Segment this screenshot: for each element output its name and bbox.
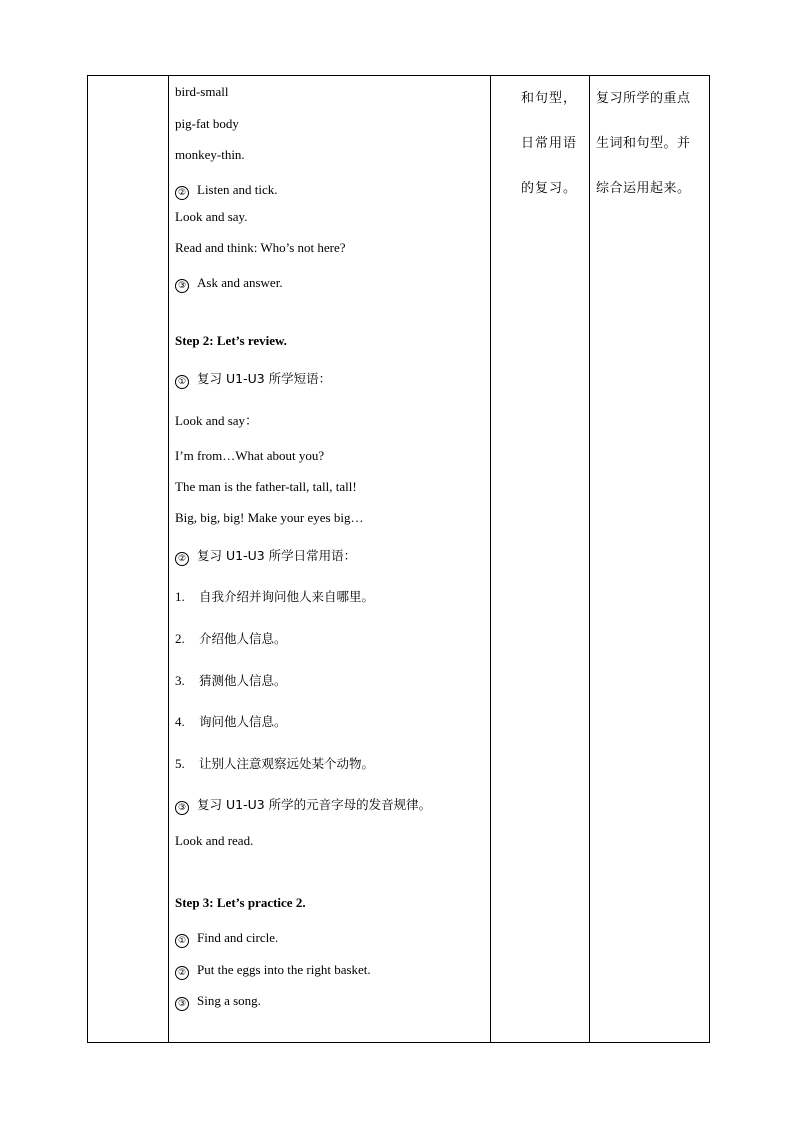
purpose-cell <box>491 76 590 1043</box>
list-item: ② Put the eggs into the right basket. <box>175 962 371 980</box>
text-line: Read and think: Who’s not here? <box>175 240 346 255</box>
empty-cell <box>88 76 169 1043</box>
purpose-line: 的复习。 <box>521 181 578 196</box>
circled-number-marker: ② <box>175 186 189 200</box>
text-line: bird-small <box>175 84 229 99</box>
teaching-process-cell <box>169 76 491 1043</box>
step-heading: Step 3: Let’s practice 2. <box>175 895 306 910</box>
circled-number-marker: ③ <box>175 801 189 815</box>
numbered-item: 4. 询问他人信息。 <box>175 714 287 729</box>
list-item: ① Find and circle. <box>175 930 278 948</box>
circled-number-marker: ③ <box>175 279 189 293</box>
numbered-item: 2. 介绍他人信息。 <box>175 631 287 646</box>
goal-line: 综合运用起来。 <box>596 181 691 196</box>
text-line: Look and read. <box>175 833 254 848</box>
goal-cell <box>590 76 710 1043</box>
list-item: ③ Ask and answer. <box>175 275 283 293</box>
circled-number-marker: ① <box>175 934 189 948</box>
text-line: Look and say： <box>175 413 259 428</box>
purpose-line: 日常用语 <box>521 136 578 151</box>
circled-number-marker: ③ <box>175 997 189 1011</box>
text-line: The man is the father-tall, tall, tall! <box>175 479 357 494</box>
circled-number-marker: ② <box>175 552 189 566</box>
list-item: ① 复习 U1-U3 所学短语： <box>175 371 331 389</box>
numbered-item: 3. 猜测他人信息。 <box>175 673 287 688</box>
text-line: Look and say. <box>175 209 248 224</box>
text-line: monkey-thin. <box>175 147 245 162</box>
numbered-item: 5. 让别人注意观察远处某个动物。 <box>175 756 375 771</box>
numbered-item: 1. 自我介绍并询问他人来自哪里。 <box>175 589 375 604</box>
goal-line: 生词和句型。并 <box>596 136 691 151</box>
text-line: pig-fat body <box>175 116 239 131</box>
list-item: ② 复习 U1-U3 所学日常用语： <box>175 548 356 566</box>
text-line: I’m from…What about you? <box>175 448 325 463</box>
step-heading: Step 2: Let’s review. <box>175 333 287 348</box>
text-line: Big, big, big! Make your eyes big… <box>175 510 364 525</box>
circled-number-marker: ① <box>175 375 189 389</box>
purpose-line: 和句型， <box>521 91 578 106</box>
circled-number-marker: ② <box>175 966 189 980</box>
goal-line: 复习所学的重点 <box>596 91 691 106</box>
list-item: ② Listen and tick. <box>175 182 278 200</box>
list-item: ③ 复习 U1-U3 所学的元音字母的发音规律。 <box>175 797 431 815</box>
lesson-plan-table <box>87 75 710 1043</box>
list-item: ③ Sing a song. <box>175 993 261 1011</box>
